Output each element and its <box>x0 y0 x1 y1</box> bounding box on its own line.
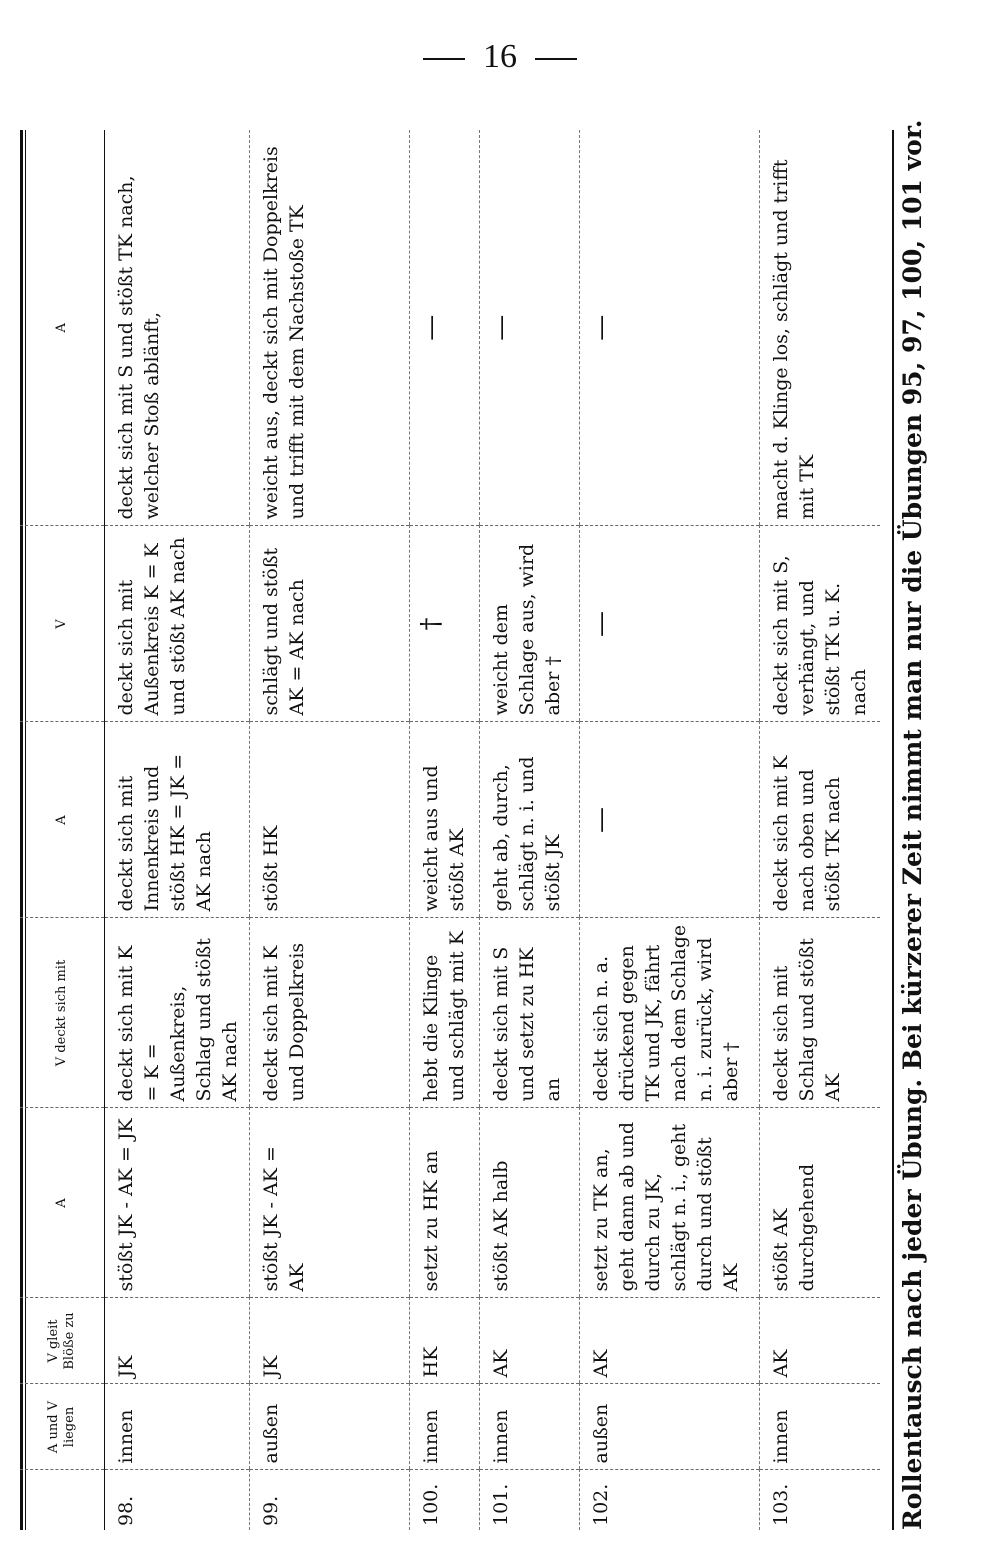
row-gleit: AK <box>760 1298 880 1384</box>
header-gleit: V gleit Blöße zu <box>20 1298 105 1384</box>
row-position: außen <box>580 1384 760 1470</box>
row-v2: schlägt und stößt AK = AK nach <box>250 526 410 722</box>
row-gleit: HK <box>410 1298 480 1384</box>
row-v2: — <box>580 526 760 722</box>
row-v1: deckt sich mit K und Doppelkreis <box>250 918 410 1108</box>
row-gleit: AK <box>480 1298 580 1384</box>
exercise-table <box>20 130 880 1530</box>
row-v2: deckt sich mit S, verhängt, und stößt TK u. K. nach <box>760 526 880 722</box>
table-row <box>250 130 410 1530</box>
row-v2: † <box>410 526 480 722</box>
row-v1: deckt sich mit S und setzt zu HK an <box>480 918 580 1108</box>
row-a2: deckt sich mit Innenkreis und stößt HK = JK = AK nach <box>105 722 250 918</box>
row-number: 98. <box>105 1470 250 1530</box>
row-position: außen <box>250 1384 410 1470</box>
row-a2: stößt HK <box>250 722 410 918</box>
table-row <box>105 130 250 1530</box>
row-position: innen <box>760 1384 880 1470</box>
header-a2: A <box>20 722 105 918</box>
row-a2: — <box>580 722 760 918</box>
row-position: innen <box>480 1384 580 1470</box>
rotated-table-region <box>20 119 950 1530</box>
row-v1: deckt sich mit Schlag und stößt AK <box>760 918 880 1108</box>
page-number <box>0 38 1000 76</box>
row-a3: — <box>480 130 580 526</box>
row-position: innen <box>410 1384 480 1470</box>
row-a2: deckt sich mit K nach oben und stößt TK nach <box>760 722 880 918</box>
table-row <box>410 130 480 1530</box>
row-a3: macht d. Klinge los, schlägt und trifft mit TK <box>760 130 880 526</box>
row-gleit: AK <box>580 1298 760 1384</box>
row-a1: setzt zu TK an, geht dann ab und durch zu JK, schlägt n. i., geht durch und stößt AK <box>580 1108 760 1298</box>
row-a3: weicht aus, deckt sich mit Doppelkreis und trifft mit dem Nachstoße TK <box>250 130 410 526</box>
page-number-text: 16 <box>483 38 517 75</box>
row-a3: deckt sich mit S und stößt TK nach, welcher Stoß ablänft, <box>105 130 250 526</box>
row-a1: setzt zu HK an <box>410 1108 480 1298</box>
row-a1: stößt JK - AK = JK <box>105 1108 250 1298</box>
row-a2: geht ab, durch, schlägt n. i. und stößt JK <box>480 722 580 918</box>
row-a3: — <box>580 130 760 526</box>
row-v2: weicht dem Schlage aus, wird aber † <box>480 526 580 722</box>
header-v1: V deckt sich mit <box>20 918 105 1108</box>
row-v1: deckt sich mit K = K = Außenkreis, Schlag und stößt AK nach <box>105 918 250 1108</box>
table-header-row <box>20 130 105 1530</box>
row-v2: deckt sich mit Außenkreis K = K und stößt AK nach <box>105 526 250 722</box>
table-bottom-rule <box>892 130 894 1530</box>
table-row <box>480 130 580 1530</box>
table-row <box>580 130 760 1530</box>
row-number: 103. <box>770 1483 792 1526</box>
row-number: 100. <box>410 1470 480 1530</box>
row-a2: weicht aus und stößt AK <box>410 722 480 918</box>
exercise-table-wrapper <box>20 130 890 1530</box>
row-v1: hebt die Klinge und schlägt mit K <box>410 918 480 1108</box>
row-a1: stößt JK - AK = AK <box>250 1108 410 1298</box>
row-v1: deckt sich n. a. drückend gegen TK und JK, fährt nach dem Schlage n. i. zurück, wird aber † <box>580 918 760 1108</box>
row-a1: stößt AK halb <box>480 1108 580 1298</box>
page-number-dash-right <box>535 58 577 60</box>
row-number: 101. <box>480 1470 580 1530</box>
row-a1: stößt AK durchgehend <box>760 1108 880 1298</box>
row-position: innen <box>105 1384 250 1470</box>
page-number-dash-left <box>423 58 465 60</box>
header-a1: A <box>20 1108 105 1298</box>
row-number: 99. <box>250 1470 410 1530</box>
row-gleit: JK <box>105 1298 250 1384</box>
row-gleit: JK <box>250 1298 410 1384</box>
header-v2: V <box>20 526 105 722</box>
footer-note: Rollentausch nach jeder Übung. Bei kürzerer Zeit nimmt man nur die Übungen 95, 97, 100, 101 vor. <box>898 119 927 1530</box>
header-position: A und V liegen <box>20 1384 105 1470</box>
row-number: 102. <box>580 1470 760 1530</box>
header-number <box>20 1470 105 1530</box>
row-a3: — <box>410 130 480 526</box>
table-row <box>760 130 880 1530</box>
header-a3: A <box>20 130 105 526</box>
